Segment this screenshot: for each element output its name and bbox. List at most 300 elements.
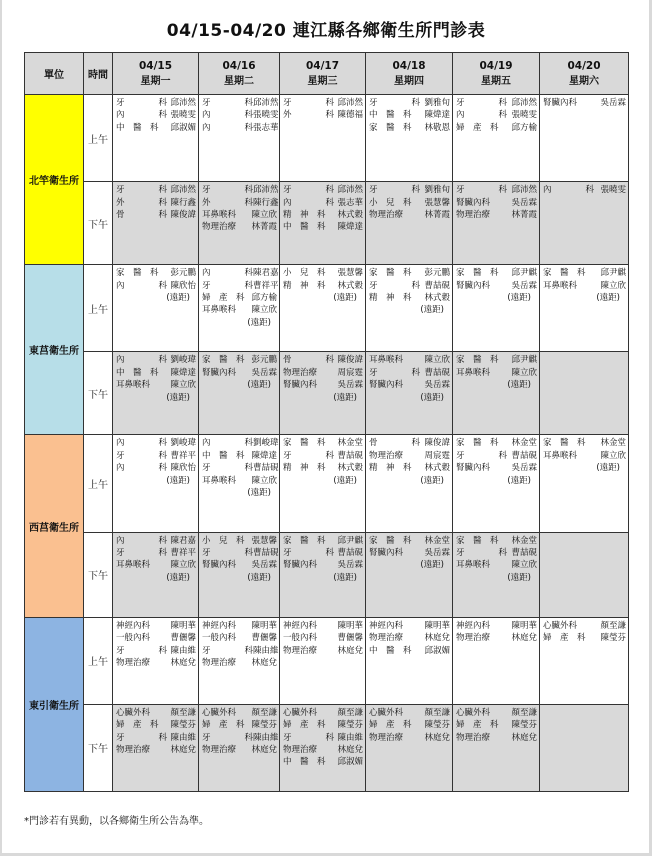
- clinic-entry: [456, 354, 537, 366]
- session-label: 上午: [84, 95, 113, 182]
- doctor-name: 陳立欣: [424, 355, 450, 366]
- department: 內 科: [283, 197, 335, 208]
- session-label: 上午: [84, 617, 113, 704]
- clinic-entry: [369, 535, 450, 547]
- clinic-entry: [202, 547, 277, 559]
- clinic-entry: [202, 304, 277, 316]
- department: 牙 科: [369, 185, 421, 196]
- doctor-name: 曹祥平: [170, 450, 196, 461]
- department: 物理治療: [369, 732, 404, 743]
- clinic-entry: [202, 732, 277, 744]
- department: 內 科: [116, 355, 168, 366]
- remote-remark: (遠距): [420, 305, 444, 316]
- department: 物理治療: [202, 657, 237, 668]
- department: 腎臟內科: [202, 367, 237, 378]
- clinic-entry: [283, 744, 363, 756]
- clinic-entry: [116, 267, 196, 279]
- schedule-cell: [199, 704, 280, 791]
- session-label: 上午: [84, 265, 113, 352]
- clinic-entry: [369, 632, 450, 644]
- doctor-name: 邱沛然: [511, 185, 537, 196]
- department: 耳鼻喉科: [202, 209, 237, 220]
- session-label: 下午: [84, 704, 113, 791]
- doctor-name: 邱沛然: [170, 98, 196, 108]
- clinic-entry: [456, 535, 537, 547]
- clinic-entry: [116, 97, 196, 109]
- schedule-cell: [453, 617, 540, 704]
- day-weekday: 星期五: [481, 75, 511, 87]
- doctor-name: 邱尹麒: [337, 535, 363, 546]
- schedule-cell: [453, 352, 540, 435]
- department: 物理治療: [283, 645, 318, 656]
- department: 心臟外科: [543, 620, 578, 631]
- department: 物理治療: [369, 633, 404, 644]
- schedule-row-am: [25, 95, 629, 182]
- department: 腎臟內科: [456, 463, 491, 474]
- department: 婦 產 科: [202, 293, 245, 303]
- schedule-cell: [280, 532, 366, 617]
- clinic-entry: [369, 379, 450, 391]
- doctor-name: 彭元鵬: [424, 268, 450, 279]
- clinic-entry: [369, 367, 450, 379]
- department: 外 科: [116, 197, 168, 208]
- clinic-entry: [283, 756, 363, 768]
- day-date: 04/16: [222, 59, 256, 72]
- day-date: 04/19: [479, 59, 513, 72]
- doctor-name: 陳由維: [253, 645, 279, 656]
- clinic-entry: [116, 109, 196, 121]
- department: 家 醫 科: [456, 355, 499, 366]
- schedule-cell: [113, 617, 199, 704]
- doctor-name: 陳明華: [170, 620, 196, 631]
- department: 神經內科: [283, 620, 318, 631]
- clinic-entry: [369, 719, 450, 731]
- department: 耳鼻喉科: [456, 560, 491, 571]
- department: 婦 產 科: [202, 720, 245, 731]
- unit-name: 東引衛生所: [25, 617, 84, 791]
- department: 牙 科: [202, 185, 254, 196]
- clinic-entry: [202, 535, 277, 547]
- clinic-schedule-table: [24, 52, 629, 792]
- doctor-name: 陳行鑫: [253, 197, 279, 208]
- schedule-cell: [540, 704, 629, 791]
- department: 牙 科: [202, 645, 254, 656]
- doctor-name: 陳立欣: [251, 475, 277, 486]
- doctor-name: 吳岳霖: [337, 380, 363, 391]
- clinic-entry: [202, 559, 277, 571]
- day-date: 04/15: [138, 59, 173, 72]
- remote-remark: (遠距): [420, 475, 444, 486]
- schedule-cell: [199, 352, 280, 435]
- schedule-cell: [199, 95, 280, 182]
- department: 牙 科: [456, 98, 508, 108]
- remote-remark: (遠距): [247, 380, 271, 391]
- doctor-name: 陳立欣: [600, 280, 626, 291]
- schedule-cell: [366, 265, 453, 352]
- time-header: 時間: [84, 53, 113, 95]
- department: 中 醫 科: [202, 450, 245, 461]
- clinic-entry: [456, 97, 537, 109]
- schedule-cell: [453, 265, 540, 352]
- department: 家 醫 科: [543, 268, 586, 279]
- remote-remark: (遠距): [507, 572, 531, 583]
- doctor-name: 陳立欣: [511, 367, 537, 378]
- clinic-entry: [283, 620, 363, 632]
- schedule-cell: [113, 95, 199, 182]
- clinic-entry: [456, 707, 537, 719]
- department: 牙 科: [456, 548, 508, 559]
- department: 家 醫 科: [456, 535, 499, 546]
- clinic-entry: [283, 367, 363, 379]
- clinic-entry: [456, 122, 537, 134]
- clinic-entry: [283, 450, 363, 462]
- department: 內 科: [116, 110, 168, 121]
- schedule-cell: [113, 435, 199, 532]
- schedule-cell: [280, 704, 366, 791]
- remote-remark: (遠距): [507, 293, 531, 303]
- doctor-name: 邱方榆: [511, 122, 537, 133]
- department: 物理治療: [456, 732, 491, 743]
- clinic-entry: [116, 280, 196, 292]
- doctor-name: 劉峻瑋: [253, 438, 279, 449]
- clinic-entry: [116, 744, 196, 756]
- day-header: [540, 53, 629, 95]
- doctor-name: 林庭兌: [424, 732, 450, 743]
- department: 精 神 科: [283, 209, 326, 220]
- clinic-entry: [202, 462, 277, 474]
- clinic-entry: [283, 97, 363, 109]
- doctor-name: 陳煒達: [170, 367, 196, 378]
- clinic-entry: [543, 267, 626, 279]
- department: 物理治療: [456, 633, 491, 644]
- remote-remark: (遠距): [420, 392, 444, 403]
- day-date: 04/20: [567, 59, 601, 72]
- clinic-entry: [116, 535, 196, 547]
- schedule-cell: [280, 352, 366, 435]
- department: 骨 科: [283, 355, 335, 366]
- clinic-entry: [369, 547, 450, 559]
- clinic-entry: [202, 280, 277, 292]
- doctor-name: 彭元鵬: [251, 355, 277, 366]
- department: 心臟外科: [116, 707, 151, 718]
- doctor-name: 曹祥平: [170, 548, 196, 559]
- department: 一般內科: [283, 633, 318, 644]
- department: 神經內科: [116, 620, 151, 631]
- schedule-cell: [453, 435, 540, 532]
- department: 物理治療: [283, 367, 318, 378]
- department: 內 科: [202, 110, 254, 121]
- day-header: [280, 53, 366, 95]
- doctor-name: 陳明華: [251, 620, 277, 631]
- doctor-name: 陳立欣: [251, 209, 277, 220]
- doctor-name: 邱沛然: [337, 185, 363, 196]
- doctor-name: 吳岳霖: [337, 560, 363, 571]
- clinic-entry: [369, 197, 450, 209]
- clinic-entry: [456, 184, 537, 196]
- department: 內 科: [202, 122, 254, 133]
- doctor-name: 曹喆硯: [424, 367, 450, 378]
- department: 婦 產 科: [369, 720, 412, 731]
- department: 中 醫 科: [283, 757, 326, 768]
- doctor-name: 陳欣怡: [170, 280, 196, 291]
- department: 家 醫 科: [283, 535, 326, 546]
- clinic-entry: [283, 267, 363, 279]
- department: 牙 科: [116, 98, 168, 108]
- remote-remark: (遠距): [596, 293, 620, 303]
- schedule-cell: [540, 95, 629, 182]
- clinic-entry: [116, 732, 196, 744]
- schedule-row-pm: [25, 182, 629, 265]
- clinic-entry: [283, 209, 363, 221]
- clinic-entry: [116, 354, 196, 366]
- department: 牙 科: [283, 185, 335, 196]
- doctor-name: 陳德福: [337, 110, 363, 121]
- schedule-cell: [540, 532, 629, 617]
- department: 腎臟內科: [456, 280, 491, 291]
- department: 中 醫 科: [369, 645, 412, 656]
- clinic-entry: [202, 744, 277, 756]
- department: 牙 科: [116, 645, 168, 656]
- session-label: 下午: [84, 532, 113, 617]
- clinic-entry: [283, 280, 363, 292]
- page-frame-left: [0, 0, 2, 856]
- day-weekday: 星期四: [394, 75, 424, 87]
- clinic-entry: [116, 462, 196, 474]
- remote-remark: (遠距): [507, 475, 531, 486]
- department: 耳鼻喉科: [456, 367, 491, 378]
- department: 精 神 科: [369, 463, 412, 474]
- clinic-entry: [369, 122, 450, 134]
- clinic-entry: [116, 209, 196, 221]
- unit-name: 西莒衛生所: [25, 435, 84, 617]
- doctor-name: 顏至謙: [251, 707, 277, 718]
- doctor-name: 林庭兌: [170, 657, 196, 668]
- department: 內 科: [202, 268, 254, 279]
- clinic-entry: [369, 354, 450, 366]
- doctor-name: 林式穀: [337, 209, 363, 220]
- department: 物理治療: [456, 209, 491, 220]
- doctor-name: 林庭兌: [251, 745, 277, 756]
- doctor-name: 林庭兌: [511, 732, 537, 743]
- clinic-entry: [283, 707, 363, 719]
- clinic-entry: [283, 437, 363, 449]
- doctor-name: 邱淑媚: [424, 645, 450, 656]
- session-label: 上午: [84, 435, 113, 532]
- clinic-entry: [369, 437, 450, 449]
- schedule-cell: [453, 95, 540, 182]
- doctor-name: 陳煒達: [251, 450, 277, 461]
- schedule-cell: [366, 617, 453, 704]
- doctor-name: 曹儷馨: [337, 633, 363, 644]
- clinic-entry: [283, 184, 363, 196]
- clinic-entry: [369, 97, 450, 109]
- department: 耳鼻喉科: [543, 450, 578, 461]
- clinic-entry: [116, 379, 196, 391]
- day-header: [199, 53, 280, 95]
- schedule-cell: [366, 435, 453, 532]
- department: 牙 科: [116, 732, 168, 743]
- doctor-name: 陳瑩芬: [337, 720, 363, 731]
- schedule-cell: [113, 182, 199, 265]
- doctor-name: 陳由維: [170, 732, 196, 743]
- clinic-entry: [116, 450, 196, 462]
- doctor-name: 顏至謙: [424, 707, 450, 718]
- schedule-cell: [453, 704, 540, 791]
- department: 內 科: [116, 535, 168, 546]
- day-weekday: 星期三: [307, 75, 338, 87]
- remote-remark: (遠距): [166, 392, 190, 403]
- doctor-name: 張志華: [253, 122, 279, 133]
- department: 中 醫 科: [369, 110, 412, 121]
- department: 耳鼻喉科: [116, 380, 151, 391]
- clinic-entry: [369, 462, 450, 474]
- doctor-name: 陳由維: [253, 732, 279, 743]
- remote-remark: (遠距): [247, 488, 271, 498]
- clinic-entry: [369, 620, 450, 632]
- clinic-entry: [283, 535, 363, 547]
- doctor-name: 曹儷馨: [251, 633, 277, 644]
- clinic-entry: [116, 632, 196, 644]
- doctor-name: 邱尹麒: [511, 268, 537, 279]
- department: 家 醫 科: [283, 438, 326, 449]
- department: 婦 產 科: [116, 720, 159, 731]
- clinic-entry: [202, 437, 277, 449]
- doctor-name: 林金堂: [337, 438, 363, 449]
- schedule-cell: [453, 182, 540, 265]
- department: 腎臟內科: [202, 560, 237, 571]
- department: 家 醫 科: [369, 122, 412, 133]
- department: 家 醫 科: [456, 268, 499, 279]
- doctor-name: 林庭兌: [170, 745, 196, 756]
- doctor-name: 陳俊諱: [424, 438, 450, 449]
- doctor-name: 陳明華: [511, 620, 537, 631]
- clinic-entry: [283, 197, 363, 209]
- clinic-entry: [456, 719, 537, 731]
- doctor-name: 張志華: [337, 197, 363, 208]
- department: 家 醫 科: [369, 535, 412, 546]
- department: 物理治療: [116, 745, 151, 756]
- day-weekday: 星期二: [224, 75, 254, 87]
- clinic-entry: [369, 184, 450, 196]
- doctor-name: 張曉雯: [600, 185, 626, 196]
- doctor-name: 顏至謙: [600, 620, 626, 631]
- clinic-entry: [369, 109, 450, 121]
- doctor-name: 曹喆硯: [337, 548, 363, 559]
- clinic-entry: [369, 267, 450, 279]
- doctor-name: 張曉雯: [170, 110, 196, 121]
- clinic-entry: [369, 707, 450, 719]
- department: 牙 科: [202, 732, 254, 743]
- department: 牙 科: [202, 98, 254, 108]
- doctor-name: 曹儷馨: [170, 633, 196, 644]
- department: 內 科: [116, 438, 168, 449]
- schedule-cell: [453, 532, 540, 617]
- department: 牙 科: [202, 280, 254, 291]
- department: 牙 科: [116, 548, 168, 559]
- remote-remark: (遠距): [333, 293, 357, 303]
- department: 腎臟內科: [456, 197, 491, 208]
- department: 一般內科: [116, 633, 151, 644]
- doctor-name: 吳岳霖: [600, 98, 626, 108]
- doctor-name: 邱方榆: [251, 293, 277, 303]
- clinic-entry: [202, 620, 277, 632]
- clinic-entry: [283, 109, 363, 121]
- remote-remark: (遠距): [333, 572, 357, 583]
- doctor-name: 曹喆硯: [253, 548, 279, 559]
- doctor-name: 林敬恩: [424, 122, 450, 133]
- remote-remark: (遠距): [166, 572, 190, 583]
- remote-remark: (遠距): [507, 380, 531, 391]
- department: 家 醫 科: [116, 268, 159, 279]
- department: 婦 產 科: [283, 720, 326, 731]
- department: 婦 產 科: [543, 633, 586, 644]
- doctor-name: 吳岳霖: [511, 280, 537, 291]
- clinic-entry: [202, 367, 277, 379]
- remote-remark: (遠距): [333, 392, 357, 403]
- doctor-name: 陳由維: [337, 732, 363, 743]
- clinic-entry: [116, 437, 196, 449]
- department: 牙 科: [456, 450, 508, 461]
- doctor-name: 張曉雯: [511, 110, 537, 121]
- department: 外 科: [202, 197, 254, 208]
- schedule-cell: [366, 532, 453, 617]
- clinic-entry: [456, 462, 537, 474]
- doctor-name: 陳瑩芬: [511, 720, 537, 731]
- clinic-entry: [283, 354, 363, 366]
- doctor-name: 吳岳霖: [251, 367, 277, 378]
- department: 牙 科: [202, 548, 254, 559]
- doctor-name: 林菁霞: [424, 209, 450, 220]
- schedule-cell: [199, 265, 280, 352]
- remote-remark: (遠距): [333, 475, 357, 486]
- doctor-name: 張慧馨: [424, 197, 450, 208]
- clinic-entry: [202, 475, 277, 487]
- clinic-entry: [543, 450, 626, 462]
- clinic-entry: [202, 209, 277, 221]
- department: 心臟外科: [369, 707, 404, 718]
- department: 心臟外科: [456, 707, 491, 718]
- doctor-name: 林庭兌: [337, 645, 363, 656]
- department: 內 科: [543, 185, 595, 196]
- clinic-entry: [369, 292, 450, 304]
- schedule-cell: [540, 352, 629, 435]
- day-header: [366, 53, 453, 95]
- clinic-entry: [456, 367, 537, 379]
- page-title: 04/15-04/20 連江縣各鄉衛生所門診表: [166, 21, 486, 41]
- clinic-entry: [369, 645, 450, 657]
- doctor-name: 吳岳霖: [424, 548, 450, 559]
- clinic-entry: [116, 707, 196, 719]
- clinic-entry: [456, 732, 537, 744]
- clinic-entry: [116, 645, 196, 657]
- doctor-name: 陳立欣: [170, 560, 196, 571]
- clinic-entry: [202, 221, 277, 233]
- clinic-entry: [202, 292, 277, 304]
- schedule-cell: [199, 435, 280, 532]
- doctor-name: 林金堂: [600, 438, 626, 449]
- clinic-entry: [202, 645, 277, 657]
- clinic-entry: [202, 97, 277, 109]
- doctor-name: 張曉雯: [253, 110, 279, 121]
- schedule-cell: [113, 704, 199, 791]
- doctor-name: 吳岳霖: [251, 560, 277, 571]
- department: 牙 科: [283, 98, 335, 108]
- doctor-name: 彭元鵬: [170, 268, 196, 279]
- department: 腎臟內科: [283, 380, 318, 391]
- department: 中 醫 科: [116, 367, 159, 378]
- clinic-entry: [543, 632, 626, 644]
- clinic-entry: [543, 437, 626, 449]
